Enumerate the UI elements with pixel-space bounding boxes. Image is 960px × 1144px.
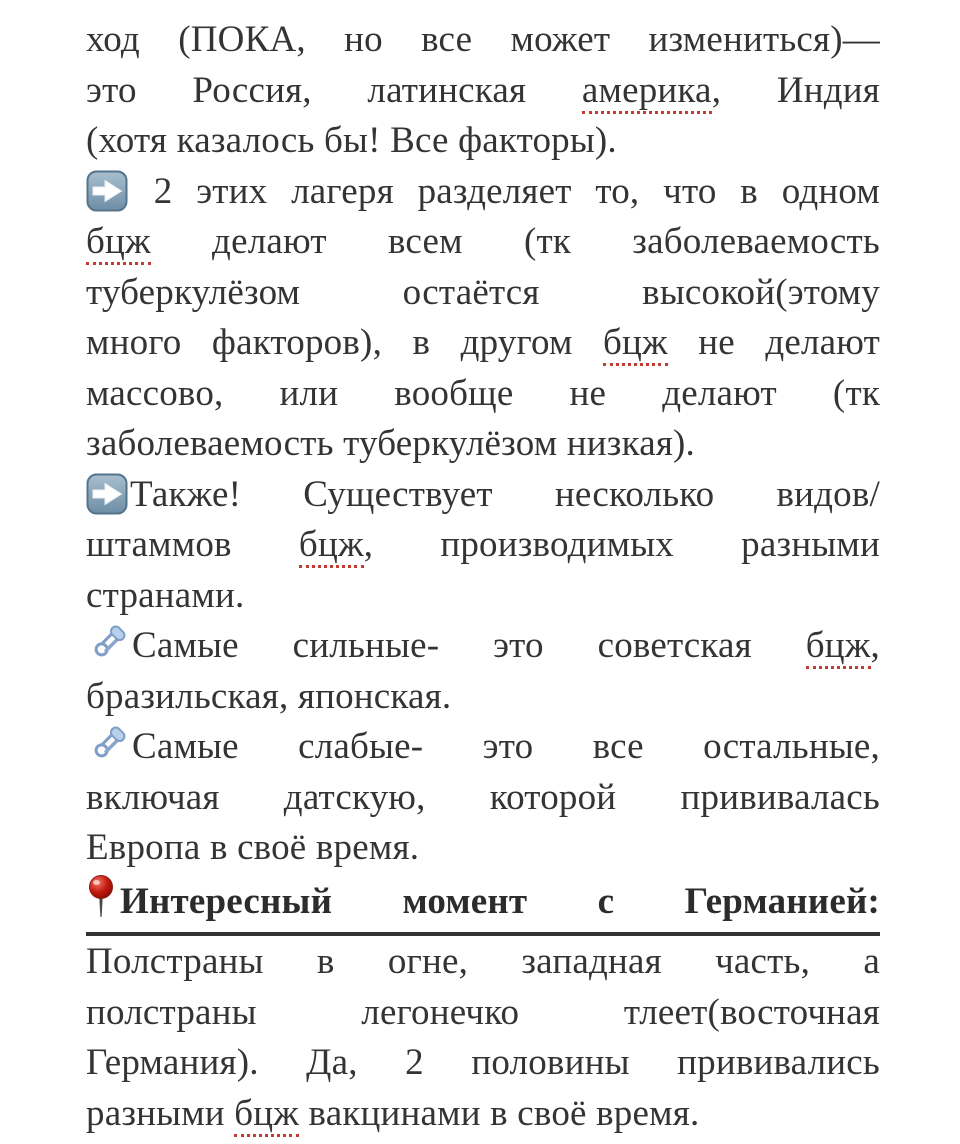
text-line xyxy=(86,318,880,369)
text-line xyxy=(86,268,880,319)
text-line xyxy=(86,419,880,470)
text-line xyxy=(86,66,880,117)
text-line xyxy=(86,937,880,988)
text-run: Самые сильные- это советская xyxy=(132,625,806,666)
text-line xyxy=(86,672,880,723)
text-run: не делают xyxy=(667,322,880,363)
text-run: вакцинами в своё время. xyxy=(299,1092,700,1134)
misspelled-word: бцж xyxy=(806,625,871,669)
text-run: странами. xyxy=(86,574,245,616)
misspelled-word: бцж xyxy=(603,322,668,366)
text-line xyxy=(86,116,880,167)
text-line xyxy=(86,15,880,66)
heading-line xyxy=(86,874,880,937)
misspelled-word: бцж xyxy=(299,524,364,568)
text-run: туберкулёзом остаётся высокой(этому xyxy=(86,271,880,313)
text-line xyxy=(86,988,880,1039)
text-run: Полстраны в огне, западная часть, а xyxy=(86,941,880,982)
text-run: Европа в своё время. xyxy=(86,827,420,868)
text-line xyxy=(86,167,880,218)
text-line xyxy=(86,369,880,420)
safety-pin-icon xyxy=(86,621,130,665)
text-run: ход (ПОКА, но все может измениться)— xyxy=(86,19,880,60)
right-arrow-icon xyxy=(86,473,128,515)
text-run: много факторов), в другом xyxy=(86,322,604,363)
text-run: бразильская, японская. xyxy=(86,675,452,717)
text-run: делают всем (тк заболеваемость xyxy=(150,221,880,262)
text-run: , xyxy=(870,625,880,666)
misspelled-word: америка xyxy=(582,70,712,114)
text-run: Самые слабые- это все остальные, xyxy=(132,726,880,767)
text-run: (хотя казалось бы! Все факторы). xyxy=(86,120,617,161)
text-line xyxy=(86,217,880,268)
text-line xyxy=(86,722,880,773)
text-line xyxy=(86,571,880,622)
text-run: заболеваемость туберкулёзом низкая). xyxy=(86,423,696,464)
text-run: полстраны легонечко тлеет(восточная xyxy=(86,991,880,1033)
round-pushpin-icon xyxy=(86,874,116,920)
text-line xyxy=(86,621,880,672)
document-body xyxy=(86,15,880,1139)
text-run: Интересный момент с Германией: xyxy=(120,880,880,922)
text-run: Также! Существует несколько видов/ xyxy=(130,473,880,515)
text-line xyxy=(86,1089,880,1140)
text-run: , Индия xyxy=(711,69,880,111)
text-line xyxy=(86,520,880,571)
text-run: разными xyxy=(86,1092,235,1134)
misspelled-word: бцж xyxy=(234,1093,299,1137)
text-line xyxy=(86,823,880,874)
text-run: включая датскую, которой прививалась xyxy=(86,776,880,818)
misspelled-word: бцж xyxy=(86,221,151,265)
right-arrow-icon xyxy=(86,170,128,212)
text-run: это Россия, латинская xyxy=(86,69,582,111)
text-run: Германия). Да, 2 половины прививались xyxy=(86,1042,880,1083)
text-run: массово, или вообще не делают (тк xyxy=(86,372,880,414)
text-run: , производимых разными xyxy=(363,524,880,565)
text-line xyxy=(86,1038,880,1089)
text-line xyxy=(86,470,880,521)
safety-pin-icon xyxy=(86,722,130,766)
text-line xyxy=(86,773,880,824)
text-run: штаммов xyxy=(86,524,299,565)
text-run: 2 этих лагеря разделяет то, что в одном xyxy=(130,170,880,212)
